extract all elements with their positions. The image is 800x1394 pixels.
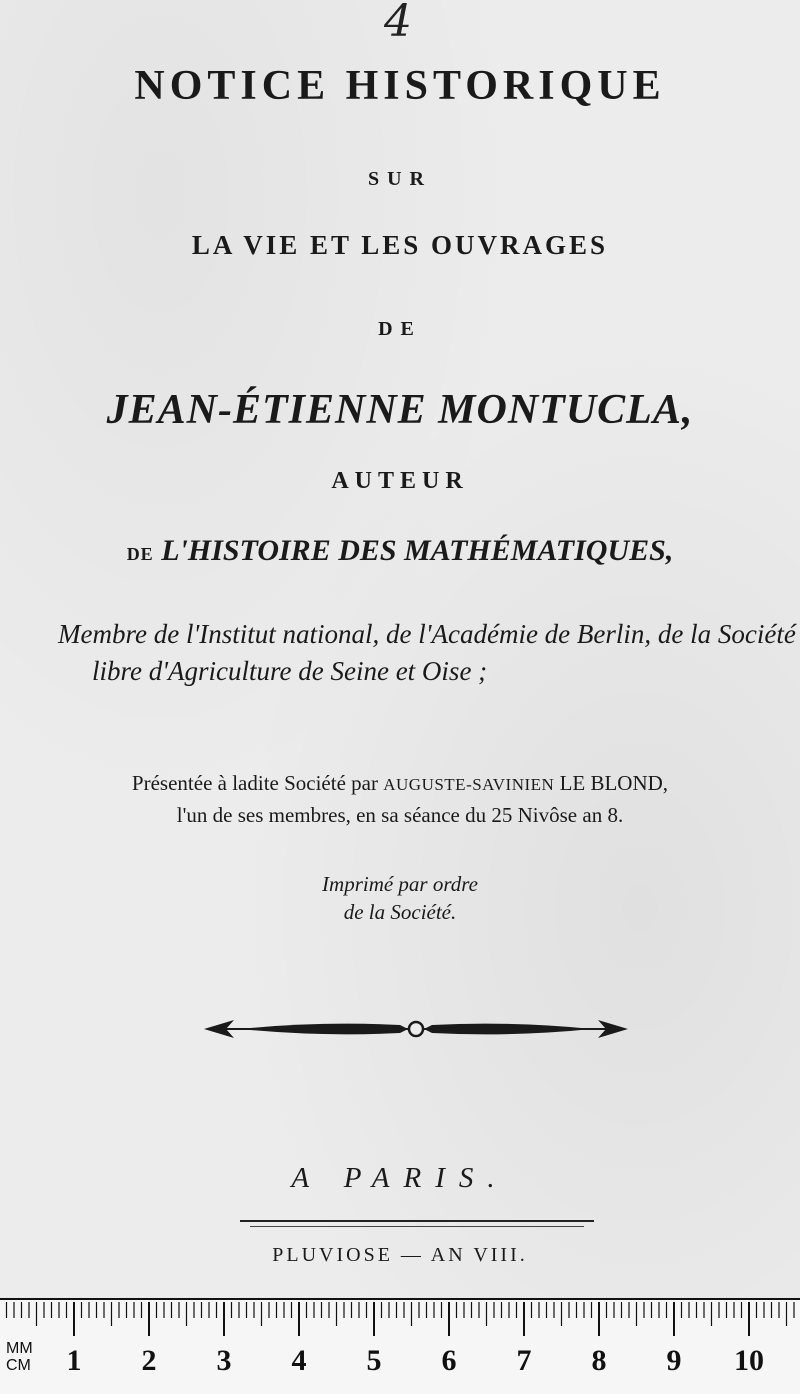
imprime-line-2: de la Société. xyxy=(343,900,457,924)
presentation-line-1 xyxy=(0,771,800,796)
ruler-number: 10 xyxy=(734,1344,764,1377)
ruler-number: 9 xyxy=(666,1344,682,1377)
auteur-label: AUTEUR xyxy=(331,468,469,494)
ruler-label-mm: MM xyxy=(6,1340,33,1357)
ruler-number: 4 xyxy=(291,1344,307,1377)
membre-paragraph: Membre de l'Institut national, de l'Académie de Berlin, de la Société libre d'Agriculture de Seine et Oise ; xyxy=(58,619,796,686)
ruler-number: 6 xyxy=(441,1344,457,1377)
measurement-ruler xyxy=(0,1298,800,1394)
divider-rule-thin xyxy=(250,1226,584,1227)
handwritten-page-number: 4 xyxy=(384,0,412,47)
presentation-name-first: AUGUSTE-SAVINIEN xyxy=(383,775,555,794)
place-paris: A PARIS. xyxy=(291,1162,509,1194)
ruler-number: 5 xyxy=(366,1344,382,1377)
histoire-line xyxy=(0,534,800,568)
title-sur: SUR xyxy=(367,168,432,190)
ruler-number: 7 xyxy=(516,1344,532,1377)
ruler-number: 1 xyxy=(66,1344,82,1377)
arrow-ornament xyxy=(200,1012,632,1046)
ruler-number: 3 xyxy=(216,1344,232,1377)
ruler-unit-label xyxy=(6,1340,46,1374)
author-name: JEAN-ÉTIENNE MONTUCLA, xyxy=(106,387,694,433)
ruler-number: 8 xyxy=(591,1344,607,1377)
title-vie-ouvrages: LA VIE ET LES OUVRAGES xyxy=(191,230,609,260)
ruler-number: 2 xyxy=(141,1344,157,1377)
presentation-line-2: l'un de ses membres, en sa séance du 25 Nivôse an 8. xyxy=(176,803,624,827)
title-de: DE xyxy=(378,318,422,340)
divider-rule xyxy=(240,1220,594,1222)
histoire-title: L'HISTOIRE DES MATHÉMATIQUES, xyxy=(161,534,674,567)
presentation-text: Présentée à ladite Société par xyxy=(131,771,384,795)
date-line: PLUVIOSE — AN VIII. xyxy=(272,1244,528,1266)
presentation-name-last: LE BLOND, xyxy=(554,771,669,795)
imprime-line-1: Imprimé par ordre xyxy=(322,872,478,896)
histoire-de: DE xyxy=(126,544,154,564)
ruler-label-cm: CM xyxy=(6,1357,31,1374)
title-notice-historique: NOTICE HISTORIQUE xyxy=(134,63,666,109)
